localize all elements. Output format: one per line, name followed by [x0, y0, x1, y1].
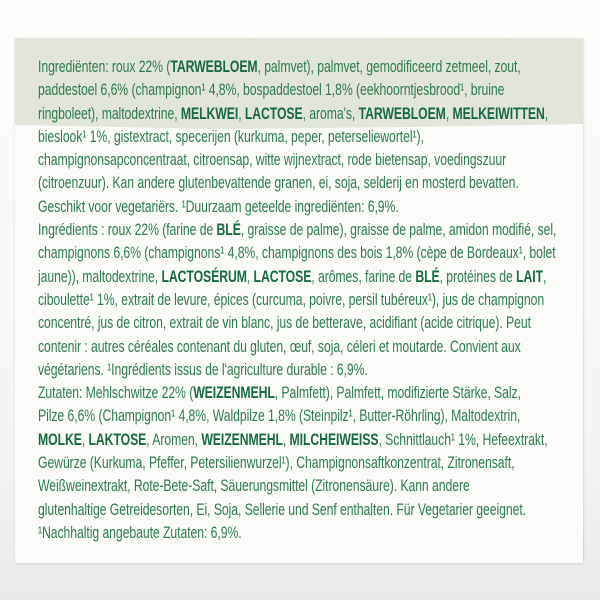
ingredient-text: , protéines de	[439, 266, 517, 286]
ingredients-line	[38, 195, 600, 218]
ingredient-text: ,	[81, 429, 89, 449]
ingredient-text: ,	[238, 103, 245, 123]
ingredient-text: , Palmfett), Palmfett, modifizierte Stärke, Salz,	[274, 383, 521, 403]
ingredient-text: végétariens. ¹Ingrédients issus de l'agriculture durable : 6,9%.	[38, 359, 368, 379]
ingredients-text	[38, 55, 600, 544]
ingredients-line	[38, 55, 600, 78]
allergen-text: LAIT	[516, 266, 543, 286]
ingredient-text: Gewürze (Kurkuma, Pfeffer, Petersilienwurzel¹), Champignonsaftkonzentrat, Zitronensaft,	[38, 453, 515, 473]
ingredient-text: ,	[544, 103, 549, 123]
ingredient-text: jaune)), maltodextrine,	[38, 266, 162, 286]
allergen-text: MILCHEIWEISS	[289, 429, 379, 449]
ingredients-line	[38, 498, 600, 521]
allergen-text: TARWEBLOEM	[358, 103, 446, 123]
ingredients-line	[38, 311, 600, 334]
allergen-text: TARWEBLOEM	[170, 57, 258, 76]
ingredient-text: contenir : autres céréales contenant du gluten, œuf, soja, céleri et moutarde. Convient aux	[38, 336, 521, 356]
ingredients-paragraph-dutch	[38, 55, 600, 218]
ingredients-paragraph-german	[38, 381, 600, 544]
ingredients-line	[38, 148, 600, 171]
ingredients-line	[38, 428, 600, 451]
ingredient-text: ¹Nachhaltig angebaute Zutaten: 6,9%.	[38, 522, 242, 542]
ingredients-line	[38, 218, 600, 241]
allergen-text: MOLKE	[38, 429, 82, 449]
ingredients-paragraph-french	[38, 218, 600, 381]
ingredient-text: champignons 6,6% (champignons¹ 4,8%, champignons des bois 1,8% (cèpe de Bordeaux¹, bolet	[38, 243, 556, 263]
ingredients-line	[38, 241, 600, 264]
ingredient-text: ,	[282, 429, 290, 449]
ingredient-text: , aroma's,	[302, 103, 359, 123]
ingredient-text: Geschikt voor vegetariërs. ¹Duurzaam geteelde ingrediënten: 6,9%.	[38, 196, 399, 216]
ingredient-text: Ingrédients : roux 22% (farine de	[38, 220, 217, 240]
ingredients-line	[38, 125, 600, 148]
allergen-text: WEIZENMEHL	[201, 429, 283, 449]
ingredient-text: ,	[445, 103, 453, 123]
ingredient-text: (citroenzuur). Kan andere glutenbevattende granen, ei, soja, selderij en mosterd bevatten.	[38, 173, 519, 193]
allergen-text: BLÉ	[415, 266, 440, 286]
ingredient-text: ringboleet), maltodextrine,	[38, 103, 181, 123]
ingredient-text: ciboulette¹ 1%, extrait de levure, épices (curcuma, poivre, persil tubéreux¹), jus de champignon	[38, 289, 545, 309]
ingredients-line	[38, 521, 600, 544]
ingredients-line	[38, 451, 600, 474]
ingredients-line	[38, 78, 600, 101]
ingredient-text: , graisse de palme), graisse de palme, amidon modifié, sel,	[240, 220, 557, 240]
ingredient-text: , arômes, farine de	[311, 266, 416, 286]
ingredient-text: Weißweinextrakt, Rote-Bete-Saft, Säuerungsmittel (Zitronensäure). Kann andere	[38, 476, 470, 496]
ingredients-line	[38, 381, 600, 404]
allergen-text: LACTOSE	[244, 103, 303, 123]
allergen-text: BLÉ	[216, 220, 241, 240]
ingredient-text: Zutaten: Mehlschwitze 22% (	[38, 383, 194, 403]
ingredient-text: concentré, jus de citron, extrait de vin blanc, jus de betterave, acidifiant (acide citrique). Peut	[38, 313, 531, 333]
ingredients-line	[38, 288, 600, 311]
ingredients-line	[38, 404, 600, 427]
ingredient-text: paddestoel 6,6% (champignon¹ 4,8%, bospaddestoel 1,8% (eekhoorntjesbrood¹, bruine	[38, 80, 505, 100]
ingredients-label-panel	[15, 38, 583, 563]
ingredients-line	[38, 171, 600, 194]
ingredients-line	[38, 265, 600, 288]
ingredient-text: ,	[542, 266, 547, 286]
ingredient-text: Ingrediënten: roux 22% (	[38, 57, 171, 76]
ingredient-text: , Schnittlauch¹ 1%, Hefeextrakt,	[378, 429, 548, 449]
ingredient-text: , palmvet), palmvet, gemodificeerd zetmeel, zout,	[257, 57, 521, 76]
allergen-text: LAKTOSE	[88, 429, 147, 449]
allergen-text: WEIZENMEHL	[193, 383, 275, 403]
ingredient-text: , Aromen,	[146, 429, 202, 449]
allergen-text: MELKWEI	[180, 103, 239, 123]
ingredients-line	[38, 102, 600, 125]
ingredients-line	[38, 358, 600, 381]
ingredient-text: champignonsapconcentraat, citroensap, witte wijnextract, rode bietensap, voedingszuur	[38, 150, 507, 170]
ingredients-line	[38, 474, 600, 497]
ingredient-text: ,	[246, 266, 254, 286]
ingredient-text: Pilze 6,6% (Champignon¹ 4,8%, Waldpilze 1,8% (Steinpilz¹, Butter-Röhrling), Maltodextrin,	[38, 406, 521, 426]
ingredients-line	[38, 335, 600, 358]
allergen-text: LACTOSÉRUM	[161, 266, 247, 286]
allergen-text: MELKEIWITTEN	[452, 103, 545, 123]
ingredient-text: glutenhaltige Getreidesorten, Ei, Soja, Sellerie und Senf enthalten. Für Vegetarier geeignet.	[38, 499, 526, 519]
allergen-text: LACTOSE	[253, 266, 312, 286]
ingredient-text: bieslook¹ 1%, gistextract, specerijen (kurkuma, peper, peterseliewortel¹),	[38, 126, 424, 146]
